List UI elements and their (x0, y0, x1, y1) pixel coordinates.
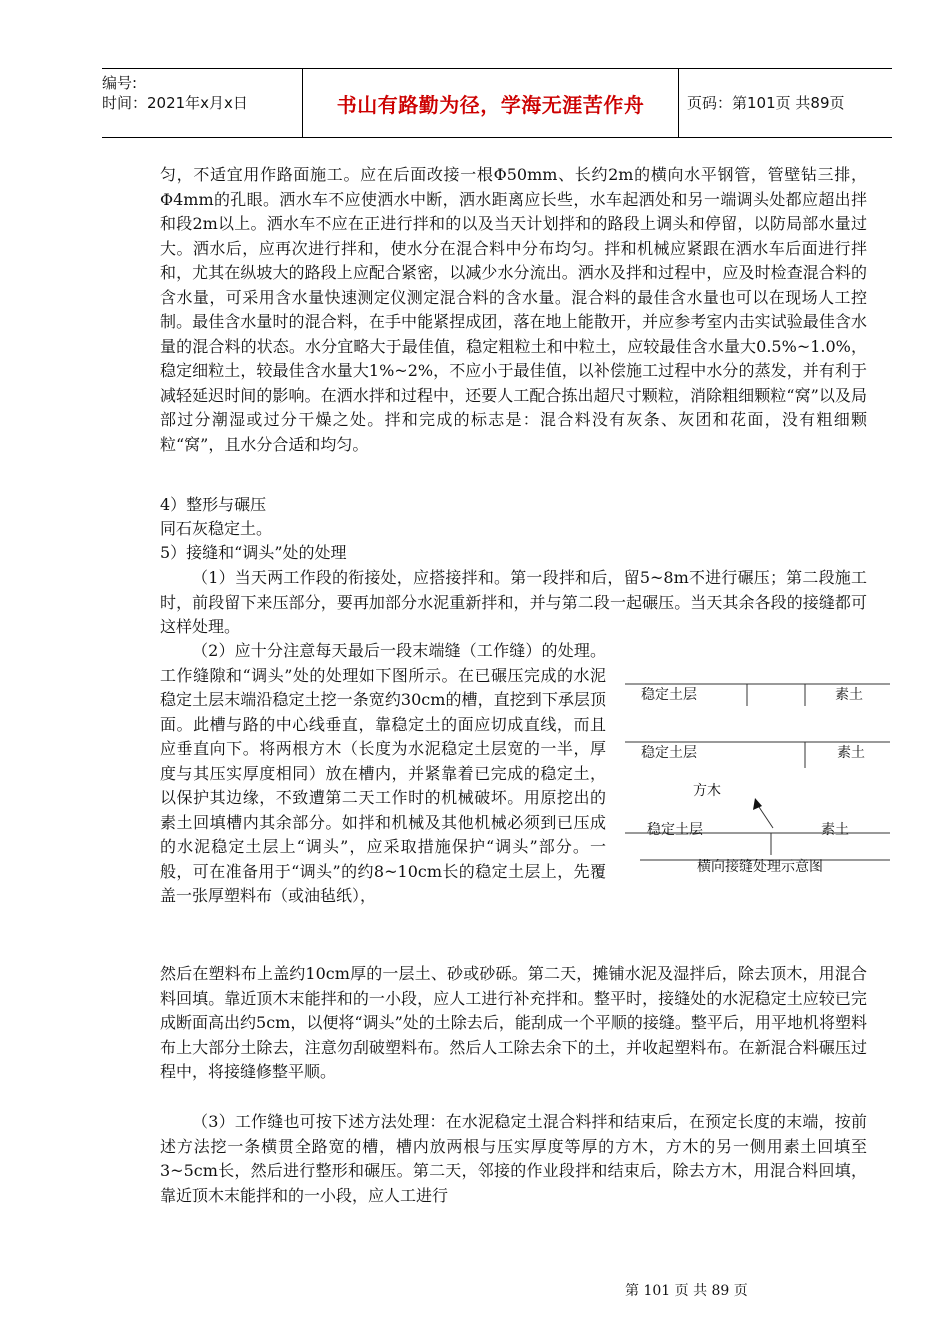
motto-text: 书山有路勤为径，学海无涯苦作舟 (336, 92, 645, 117)
paragraph-joint-2-continued: 然后在塑料布上盖约10cm厚的一层土、砂或砂砾。第二天，摊铺水泥及湿拌后，除去顶木，用混合料回填。靠近顶木末能拌和的一小段，应人工进行补充拌和。整平时，接缝处的水泥稳定土应较已完成断面高出约5cm，以便将“调头”处的土除去后，能刮成一个平顺的接缝。整平后，用平地机将塑料布上大部分土除去，注意勿刮破塑料布。然后人工除去余下的土，并收起塑料布。在新混合料碾压过程中，将接缝修整平顺。 (160, 964, 867, 1081)
paragraph-joint-1: （1）当天两工作段的衔接处，应搭接拌和。第一段拌和后，留5~8m不进行碾压；第二段施工时，前段留下来压部分，要再加部分水泥重新拌和，并与第二段一起碾压。当天其余各段的接缝都可这样处理。 (160, 568, 867, 636)
header-motto-cell (303, 69, 679, 137)
paragraph-joint-2-narrow: （2）应十分注意每天最后一段末端缝（工作缝）的处理。工作缝隙和“调头”处的处理如下图所示。在已碾压完成的水泥稳定土层末端沿稳定土挖一条宽约30cm的槽，直挖到下承层顶面。此槽与路的中心线垂直，靠稳定土的面应切成直线，而且应垂直向下。将两根方木（长度为水泥稳定土层宽的一半，厚度与其压实厚度相同）放在槽内，并紧靠着已完成的稳定土，以保护其边缘，不致遭第二天工作时的机械破坏。用原挖出的素土回填槽内其余部分。如拌和机械及其他机械必须到已压成的水泥稳定土层上“调头”，应采取措施保护“调头”部分。一般，可在准备用于“调头”的约8~10cm长的稳定土层上，先覆盖一张厚塑料布（或油毡纸）， (160, 641, 606, 905)
date-label: 时间：2021年x月x日 (102, 94, 248, 112)
header-meta-cell (102, 69, 303, 137)
text-same-as-lime: 同石灰稳定土。 (160, 519, 273, 538)
diagram-row3-layer-label: 稳定土层 (647, 822, 703, 838)
diagram-wood-label: 方木 (693, 783, 721, 799)
page-number-label: 页码：第101页 共89页 (687, 94, 845, 112)
transverse-joint-diagram (625, 680, 895, 880)
serial-number-label: 编号: (102, 74, 138, 92)
heading-joint-treatment: 5）接缝和“调头”处的处理 (160, 543, 347, 562)
page-footer: 第 101 页 共 89 页 (625, 1283, 748, 1299)
heading-shaping-rolling: 4）整形与碾压 (160, 495, 267, 514)
diagram-row1-soil-label: 素土 (835, 687, 863, 703)
diagram-row3-soil-label: 素土 (821, 822, 849, 838)
diagram-row1-layer-label: 稳定土层 (641, 687, 697, 703)
header-page-cell (679, 69, 900, 137)
paragraph-joint-3: （3）工作缝也可按下述方法处理：在水泥稳定土混合料拌和结束后，在预定长度的末端，按前述方法挖一条横贯全路宽的槽，槽内放两根与压实厚度等厚的方木，方木的另一侧用素土回填至3~5cm长，然后进行整形和碾压。第二天，邻接的作业段拌和结束后，除去方木，用混合料回填，靠近顶木末能拌和的一小段，应人工进行 (160, 1112, 867, 1205)
diagram-lines (625, 680, 895, 880)
diagram-arrow-line (757, 804, 773, 828)
paragraph-mixing-water: 匀，不适宜用作路面施工。应在后面改接一根Φ50mm、长约2m的横向水平钢管，管壁钻三排，Φ4mm的孔眼。洒水车不应使洒水中断，洒水距离应长些，水车起洒处和另一端调头处都应超出拌和段2m以上。洒水车不应在正进行拌和的以及当天计划拌和的路段上调头和停留，以防局部水量过大。洒水后，应再次进行拌和，使水分在混合料中分布均匀。拌和机械应紧跟在洒水车后面进行拌和，尤其在纵坡大的路段上应配合紧密，以减少水分流出。洒水及拌和过程中，应及时检查混合料的含水量，可采用含水量快速测定仪测定混合料的含水量。混合料的最佳含水量也可以在现场人工控制。最佳含水量时的混合料，在手中能紧捏成团，落在地上能散开，并应参考室内击实试验最佳含水量的混合料的状态。水分宜略大于最佳值，稳定粗粒土和中粒土，应较最佳含水量大0.5%~1.0%，稳定细粒土，较最佳含水量大1%~2%，不应小于最佳值，以补偿施工过程中水分的蒸发，并有利于减轻延迟时间的影响。在洒水拌和过程中，还要人工配合拣出超尺寸颗粒，消除粗细颗粒“窝”以及局部过分潮湿或过分干燥之处。拌和完成的标志是：混合料没有灰条、灰团和花面，没有粗细颗粒“窝”，且水分合适和均匀。 (160, 165, 867, 454)
diagram-caption: 横向接缝处理示意图 (697, 859, 823, 875)
diagram-row2-layer-label: 稳定土层 (641, 745, 697, 761)
diagram-row2-soil-label: 素土 (837, 745, 865, 761)
diagram-arrow-head (753, 798, 762, 810)
document-header (102, 68, 892, 138)
